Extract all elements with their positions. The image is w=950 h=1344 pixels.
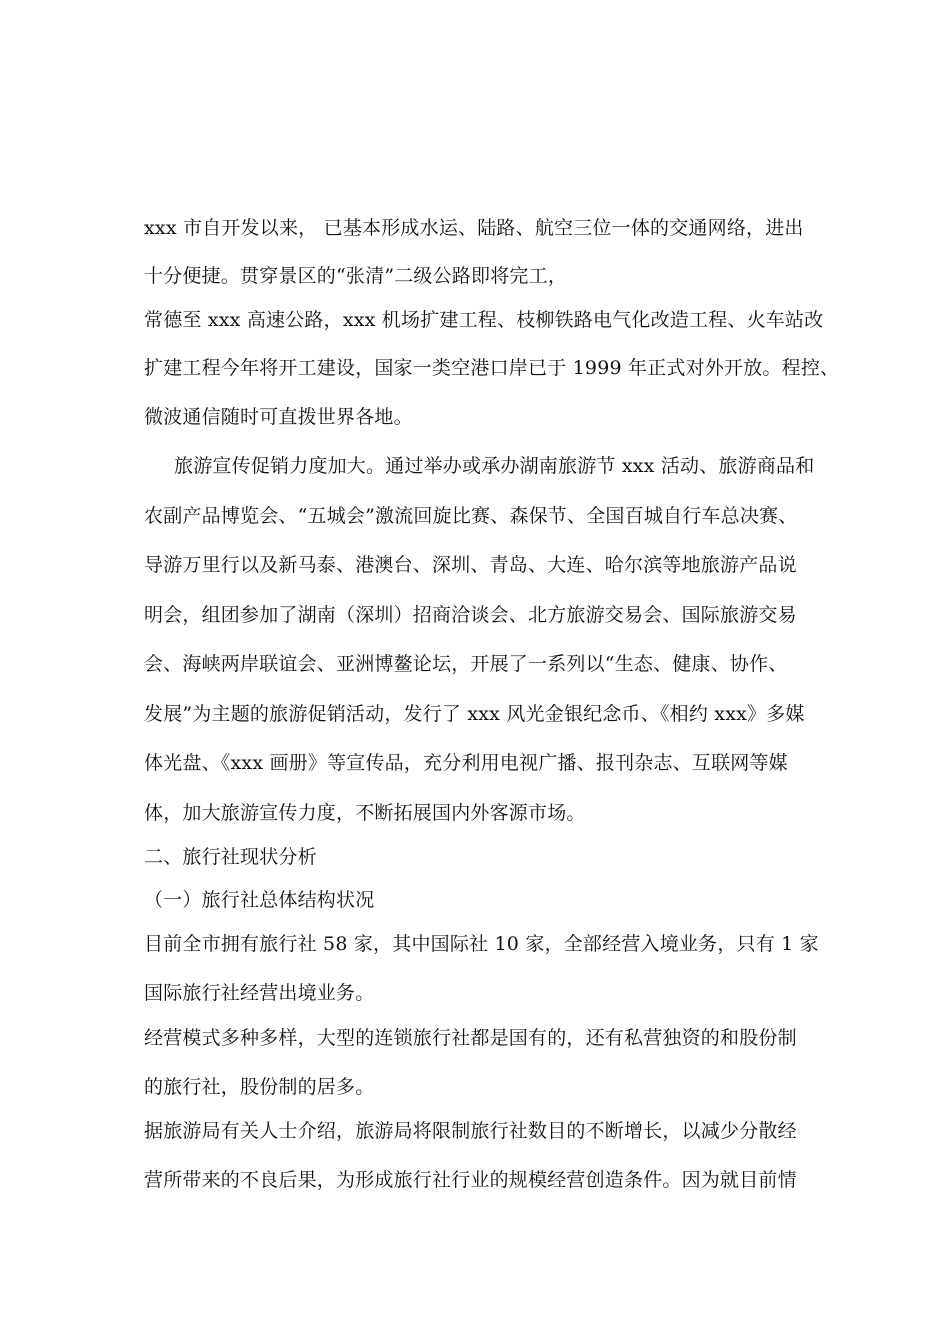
paragraph-line: xxx 市自开发以来， 已基本形成水运、陆路、航空三位一体的交通网络，进出: [144, 217, 804, 239]
subsection-heading: （一）旅行社总体结构状况: [144, 889, 375, 911]
paragraph-line: 体，加大旅游宣传力度，不断拓展国内外客源市场。: [144, 802, 586, 824]
paragraph-line: 十分便捷。贯穿景区的“张清”二级公路即将完工，: [144, 265, 568, 287]
paragraph-line: 据旅游局有关人士介绍，旅游局将限制旅行社数目的不断增长，以减少分散经: [144, 1120, 797, 1142]
paragraph-line: 的旅行社，股份制的居多。: [144, 1076, 375, 1098]
paragraph-line: 导游万里行以及新马泰、港澳台、深圳、青岛、大连、哈尔滨等地旅游产品说: [144, 554, 797, 576]
paragraph-line: 目前全市拥有旅行社 58 家，其中国际社 10 家，全部经营入境业务，只有 1 家: [144, 933, 819, 955]
paragraph-line: 经营模式多种多样，大型的连锁旅行社都是国有的，还有私营独资的和股份制: [144, 1027, 797, 1049]
paragraph-line: 旅游宣传促销力度加大。通过举办或承办湖南旅游节 xxx 活动、旅游商品和: [174, 455, 815, 477]
paragraph-line: 常德至 xxx 高速公路，xxx 机场扩建工程、枝柳铁路电气化改造工程、火车站改: [144, 309, 824, 331]
paragraph-line: 扩建工程今年将开工建设，国家一类空港口岸已于 1999 年正式对外开放。程控、: [144, 357, 840, 379]
paragraph-line: 国际旅行社经营出境业务。: [144, 982, 375, 1004]
paragraph-line: 营所带来的不良后果，为形成旅行社行业的规模经营创造条件。因为就目前情: [144, 1169, 797, 1191]
paragraph-line: 农副产品博览会、“五城会”激流回旋比赛、森保节、全国百城自行车总决赛、: [144, 505, 798, 527]
paragraph-line: 明会，组团参加了湖南（深圳）招商洽谈会、北方旅游交易会、国际旅游交易: [144, 604, 797, 626]
section-heading: 二、旅行社现状分析: [144, 846, 317, 868]
paragraph-line: 体光盘、《xxx 画册》等宣传品，充分利用电视广播、报刊杂志、互联网等媒: [144, 752, 788, 774]
paragraph-line: 微波通信随时可直拨世界各地。: [144, 406, 413, 428]
paragraph-line: 发展”为主题的旅游促销活动，发行了 xxx 风光金银纪念币、《相约 xxx》多媒: [144, 703, 805, 725]
paragraph-line: 会、海峡两岸联谊会、亚洲博鳌论坛，开展了一系列以“生态、健康、协作、: [144, 653, 788, 675]
